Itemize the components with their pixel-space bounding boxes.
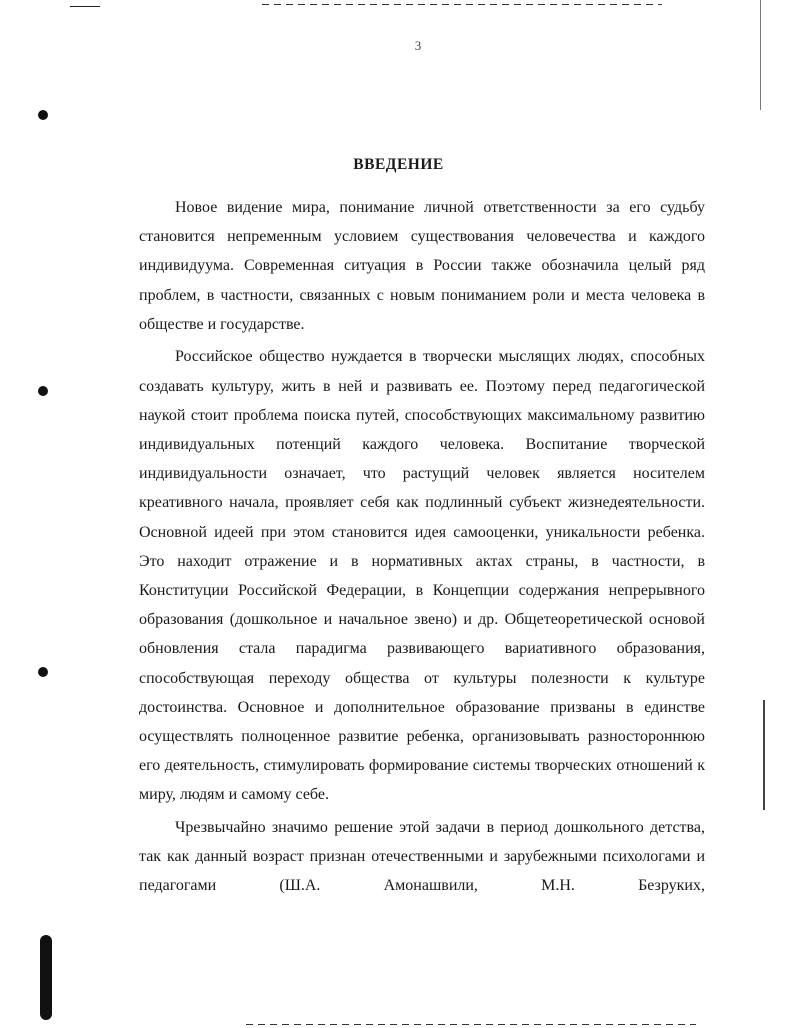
binding-shadow [40, 935, 52, 1020]
scan-edge-top-left [70, 6, 100, 7]
paragraph-3: Чрезвычайно значимо решение этой задачи в период дошкольного детства, так как данный возраст признан отечественными и зарубежными психологами и педагогами (Ш.А. Амонашвили, М.Н. Безруких, [139, 818, 705, 895]
paragraph-2: Российское общество нуждается в творчески мыслящих людях, способных создавать культуру, жить в ней и развивать ее. Поэтому перед педагогической наукой стоит проблема поиска путей, способствующих максимальному развитию индивидуальных потенций каждого человека. Воспитание творческой индивидуальности означает, что растущий человек является носителем креативного начала, проявляет себя как подлинный субъект жизнедеятельности. Основной идеей при этом становится идея самооценки, уникальности ребенка. Это находит отражение и в нормативных актах страны, в частности, в Конституции Российской Федерации, в Концепции содержания непрерывного образования (дошкольное и начальное звено) и др. Общетеоретической основой обновления стала парадигма развивающего вариативного образования, способствующая переходу общества от культуры полезности к культуре достоинства. Основное и дополнительное образование призваны в единстве осуществлять полноценное развитие ребенка, организовывать разностороннюю его деятельность, стимулировать формирование системы творческих отношений к миру, людям и самому себе. [139, 348, 705, 804]
punch-hole-1 [38, 110, 48, 120]
document-body [139, 193, 705, 904]
page-number: 3 [414, 38, 422, 53]
scan-edge-right [760, 0, 761, 110]
punch-hole-2 [38, 386, 48, 396]
page-title: ВВЕДЕНИЕ [353, 156, 444, 173]
paragraph-1: Новое видение мира, понимание личной ответственности за его судьбу становится непременным условием существования человечества и каждого индивидуума. Современная ситуация в России также обозначила целый ряд проблем, в частности, связанных с новым пониманием роли и места человека в обществе и государстве. [139, 199, 705, 333]
scan-edge-bottom [246, 1024, 696, 1025]
punch-hole-3 [38, 667, 48, 677]
scan-edge-top [262, 4, 662, 5]
scan-edge-right-lower [763, 700, 765, 810]
